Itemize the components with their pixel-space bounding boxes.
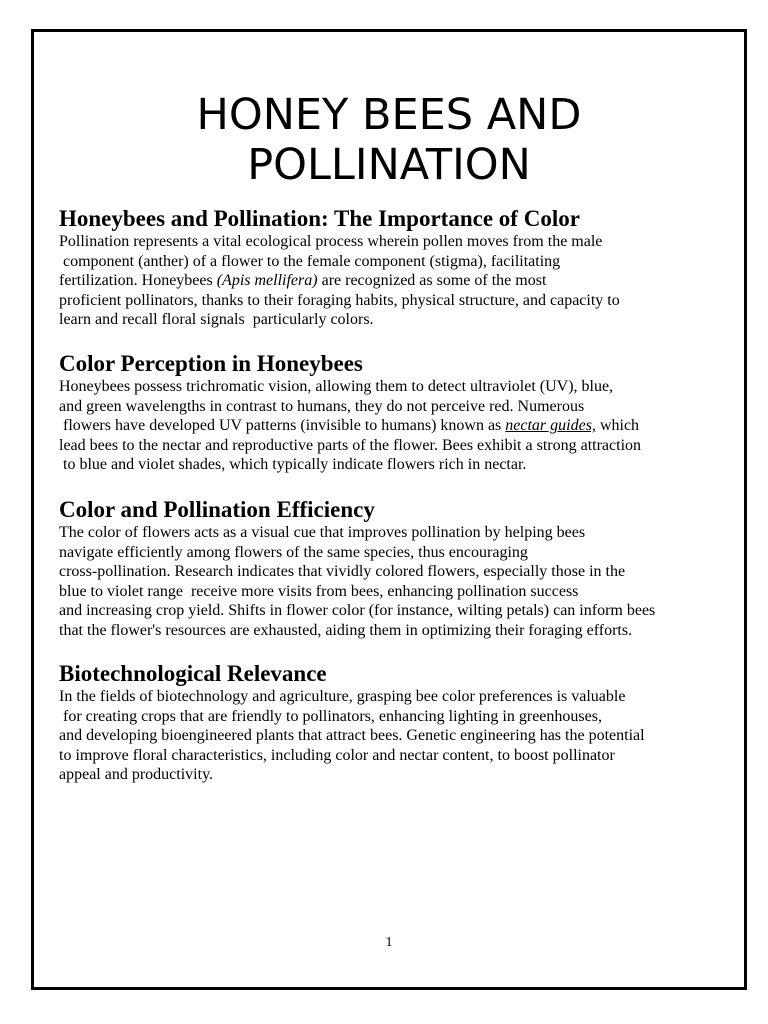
page-border (31, 29, 747, 990)
page-number: 1 (385, 935, 393, 950)
body-line (59, 416, 734, 436)
body-text: are recognized as some of the most (317, 272, 547, 290)
body-line: cross-pollination. Research indicates that vividly colored flowers, especially those in the (59, 563, 626, 581)
body-line (59, 271, 734, 291)
body-line: lead bees to the nectar and reproductive parts of the flower. Bees exhibit a strong attraction (59, 436, 642, 454)
section-importance-of-color (59, 206, 734, 330)
body-text: which (595, 417, 640, 435)
body-line: and increasing crop yield. Shifts in flower color (for instance, wilting petals) can inform bees (59, 602, 656, 620)
body-line: Pollination represents a vital ecological process wherein pollen moves from the male (59, 233, 603, 250)
body-line: navigate efficiently among flowers of the same species, thus encouraging (59, 543, 528, 561)
body-line: for creating crops that are friendly to pollinators, enhancing lighting in greenhouses, (59, 707, 602, 725)
body-line: to blue and violet shades, which typically indicate flowers rich in nectar. (59, 456, 527, 474)
body-text: fertilization. Honeybees (59, 272, 217, 290)
body-line: In the fields of biotechnology and agriculture, grasping bee color preferences is valuable (59, 688, 626, 705)
section-heading: Color and Pollination Efficiency (59, 497, 375, 522)
body-line: that the flower's resources are exhausted, aiding them in optimizing their foraging efforts. (59, 621, 633, 639)
body-line: Honeybees possess trichromatic vision, allowing them to detect ultraviolet (UV), blue, (59, 378, 614, 395)
body-line: learn and recall floral signals particularly colors. (59, 311, 374, 329)
section-body (59, 377, 734, 475)
body-line: blue to violet range receive more visits from bees, enhancing pollination success (59, 582, 579, 600)
section-heading: Color Perception in Honeybees (59, 351, 363, 376)
document-title (34, 90, 744, 190)
section-heading: Honeybees and Pollination: The Importance of Color (59, 206, 580, 231)
section-body (59, 687, 734, 785)
section-body (59, 523, 734, 641)
section-biotechnological-relevance (59, 661, 734, 785)
body-line: to improve floral characteristics, including color and nectar content, to boost pollinator (59, 746, 615, 764)
title-line-2: POLLINATION (247, 140, 531, 190)
body-line: component (anther) of a flower to the female component (stigma), facilitating (59, 252, 561, 270)
section-heading: Biotechnological Relevance (59, 661, 327, 686)
body-line: appeal and productivity. (59, 766, 214, 784)
section-color-perception (59, 351, 734, 475)
body-line: proficient pollinators, thanks to their foraging habits, physical structure, and capacity to (59, 291, 620, 309)
body-text: flowers have developed UV patterns (invisible to humans) known as (59, 417, 506, 435)
body-line: and green wavelengths in contrast to humans, they do not perceive red. Numerous (59, 397, 585, 415)
section-body (59, 232, 734, 330)
nectar-guides-term: nectar guides, (505, 417, 596, 435)
body-line: The color of flowers acts as a visual cue that improves pollination by helping bees (59, 524, 586, 541)
species-name: (Apis mellifera) (216, 272, 318, 290)
title-line-1: HONEY BEES AND (196, 90, 582, 140)
section-pollination-efficiency (59, 497, 734, 641)
body-line: and developing bioengineered plants that attract bees. Genetic engineering has the potential (59, 727, 645, 745)
